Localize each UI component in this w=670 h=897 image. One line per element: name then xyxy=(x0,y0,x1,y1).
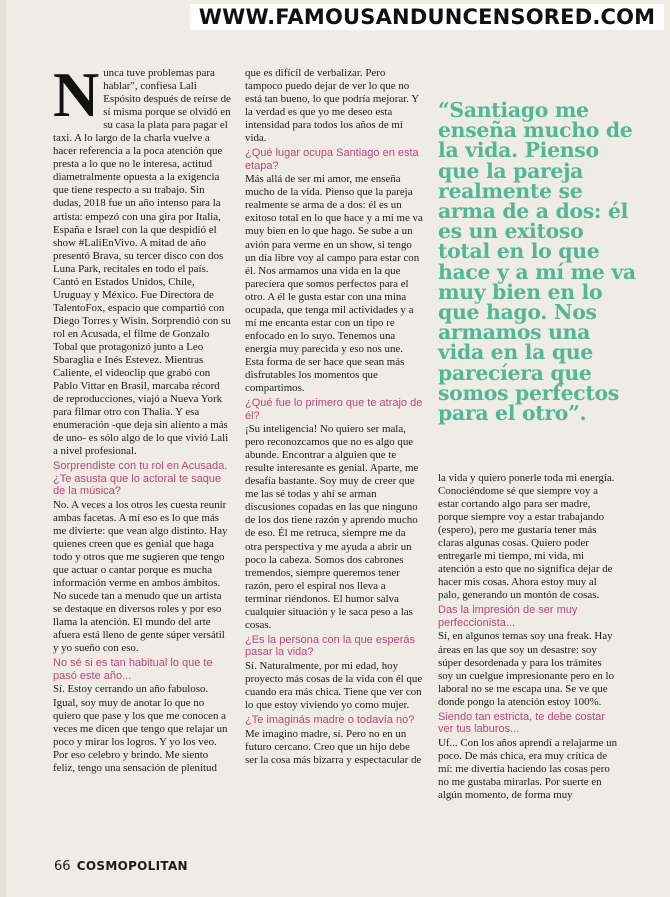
watermark-banner: WWW.FAMOUSANDUNCENSORED.COM xyxy=(190,4,664,30)
column-3-body xyxy=(438,472,618,802)
interview-question: ¿Qué fue lo primero que te atrajo de él? xyxy=(245,397,423,422)
drop-cap: N xyxy=(53,59,100,130)
article-column-3 xyxy=(438,472,618,802)
interview-question: ¿Qué lugar ocupa Santiago en esta etapa? xyxy=(245,147,419,172)
body-paragraph: Sí. Naturalmente, por mi edad, hoy proyecto más cosas de la vida con él que cuando era más chica. Tiene que ver con lo que estoy viviendo yo como mujer. xyxy=(245,659,423,711)
interview-question: ¿Te imaginás madre o todavía no? xyxy=(245,714,415,727)
body-paragraph: Uf... Con los años aprendí a relajarme un poco. De más chica, era muy crítica de mí: me divertía haciendo las cosas pero no me gustaba mirarlas. Por suerte en algún momento, de forma muy xyxy=(438,736,618,801)
interview-question: Siendo tan estricta, te debe costar ver tus laburos... xyxy=(438,710,605,736)
body-paragraph: ¡Su inteligencia! No quiero ser mala, pero reconozcamos que no es algo que abunde. Encontrar a alguien que te resulte interesante es genial. Aparte, me desafía bastante. Soy muy de creer que me las sé todas y ahí se arman discusiones copadas en las que ninguno de los dos tiene razón y aprendo mucho de eso. Él me retruca, siempre me da otra perspectiva y me ayuda a abrir un poco la cabeza. Somos dos cabrones tremendos, siempre queremos tener razón, pero el espiral nos lleva a terminar riéndonos. El humor salva cualquier situación y le saca peso a las cosas. xyxy=(245,423,419,631)
pull-quote: “Santiago me enseña mucho de la vida. Pienso que la pareja realmente se arma de a dos: él es un exitoso total en lo que hace y a mí me va muy bien en lo que hago. Nos armamos una vida en la que parecíera que somos perfectos para el otro”. xyxy=(438,98,636,426)
interview-question: ¿Es la persona con la que esperás pasar la vida? xyxy=(245,633,415,659)
body-paragraph: Sí. Estoy cerrando un año fabuloso. Igual, soy muy de anotar lo que no quiero que pase y los que me conocen a veces me dicen que tengo que relajar un poco y mirar los logros. Y yo los veo. Por eso celebro y brindo. Me siento feliz, tengo una sensación de plenitud xyxy=(53,683,228,774)
article-column-1 xyxy=(53,59,231,775)
page-binding-edge xyxy=(0,0,6,897)
body-paragraph: Más allá de ser mi amor, me enseña mucho de la vida. Pienso que la pareja realmente se arma de a dos: él es un exitoso total en lo que hace y a mí me va muy bien en lo que hago. Se sube a un avión para verme en un show, si tengo un día libre voy al campo para estar con él. Nos armamos una vida en la que parecíera que somos perfectos para el otro. A él le gusta estar con una mina ocupada, que tenga mil actividades y a mí me encanta estar con un tipo re enfocado en lo suyo. Tenemos una energía muy parecida y eso nos une. Esta forma de ser hace que sean más disfrutables los momentos que compartimos. xyxy=(245,173,423,395)
column-2-body xyxy=(245,67,423,767)
page-number: 66 xyxy=(54,859,71,874)
magazine-name: COSMOPOLITAN xyxy=(76,859,188,873)
body-paragraph: unca tuve problemas para hablar", confiesa Lali Espósito después de reírse de sí misma porque se olvidó en su casa la plata para pagar el taxi. A lo largo de la charla vuelve a hacer referencia a la poca atención que presta a lo que no le interesa, actitud diametralmente opuesta a la exigencia que tiene respecto a su trabajo. Sin dudas, 2018 fue un año intenso para la artista: empezó con una gira por Italia, España e Israel con la que despidió el show #LaliEnVivo. A mitad de año presentó Brava, su tercer disco con dos Luna Park, recitales en todo el país. Cantó en Estados Unidos, Chile, Uruguay y México. Fue Directora de TalentoFox, espacio que compartió con Diego Torres y Wisin. Sorprendió con su rol en Acusada, el filme de Gonzalo Tobal que protagonizó junto a Leo Sbaraglia e Inés Estevez. Mientras Caliente, el videoclip que grabó con Pablo Vittar en Brasil, marcaba récord de reproducciones, viajó a Nueva York para filmar otro con Thalia. Y esa enumeración -que deja sin aliento a más de uno- es sólo algo de lo que vivió Lali a nivel profesional. xyxy=(53,67,231,458)
interview-question: Das la impresión de ser muy perfeccionista... xyxy=(438,604,578,629)
body-paragraph: que es difícil de verbalizar. Pero tampoco puedo dejar de ver lo que no está tan bueno, lo que podría mejorar. Y la verdad es que yo me deseo esta intensidad para todos los años de mi vida. xyxy=(245,67,419,145)
column-1-body xyxy=(53,59,231,775)
page-footer xyxy=(54,858,188,874)
body-paragraph: Me imagino madre, sí. Pero no en un futuro cercano. Creo que un hijo debe ser la cosa más bizarra y espectacular de xyxy=(245,727,422,766)
article-column-2 xyxy=(245,67,423,767)
interview-question: No sé si es tan habitual lo que te pasó este año... xyxy=(53,657,213,682)
body-paragraph: No. A veces a los otros les cuesta reunir ambas facetas. A mí eso es lo que más me divierte: que vean algo distinto. Hay quienes creen que es genial que haga todo y otros que me sugieren que tengo que actuar o cantar porque es mucha información verme en ambos ámbitos. No sucede tan a menudo que un artista se destaque en diversos roles y por eso llama la atención. El mundo del arte afuera está lleno de gente súper versátil y yo sueño con eso. xyxy=(53,498,228,655)
interview-question: Sorprendiste con tu rol en Acusada. ¿Te asusta que lo actoral te saque de la música? xyxy=(53,460,228,498)
body-paragraph: Sí, en algunos temas soy una freak. Hay áreas en las que soy un desastre: soy súper desordenada y para los trámites soy un cuelgue impresionante pero en lo laboral no se me escapa una. Se ve que donde pongo la atención estoy 100%. xyxy=(438,630,615,708)
body-paragraph: la vida y quiero ponerle toda mi energía. Conociéndome sé que siempre voy a estar cortando algo para ser madre, porque siempre voy a estar trabajando (espero), pero me gustaría tener más claras algunas cosas. Quiero poder entregarle mi tiempo, mi vida, mi atención a esto que no significa dejar de hacer mis cosas. Ahora estoy muy al palo, generando un montón de cosas. xyxy=(438,472,615,602)
